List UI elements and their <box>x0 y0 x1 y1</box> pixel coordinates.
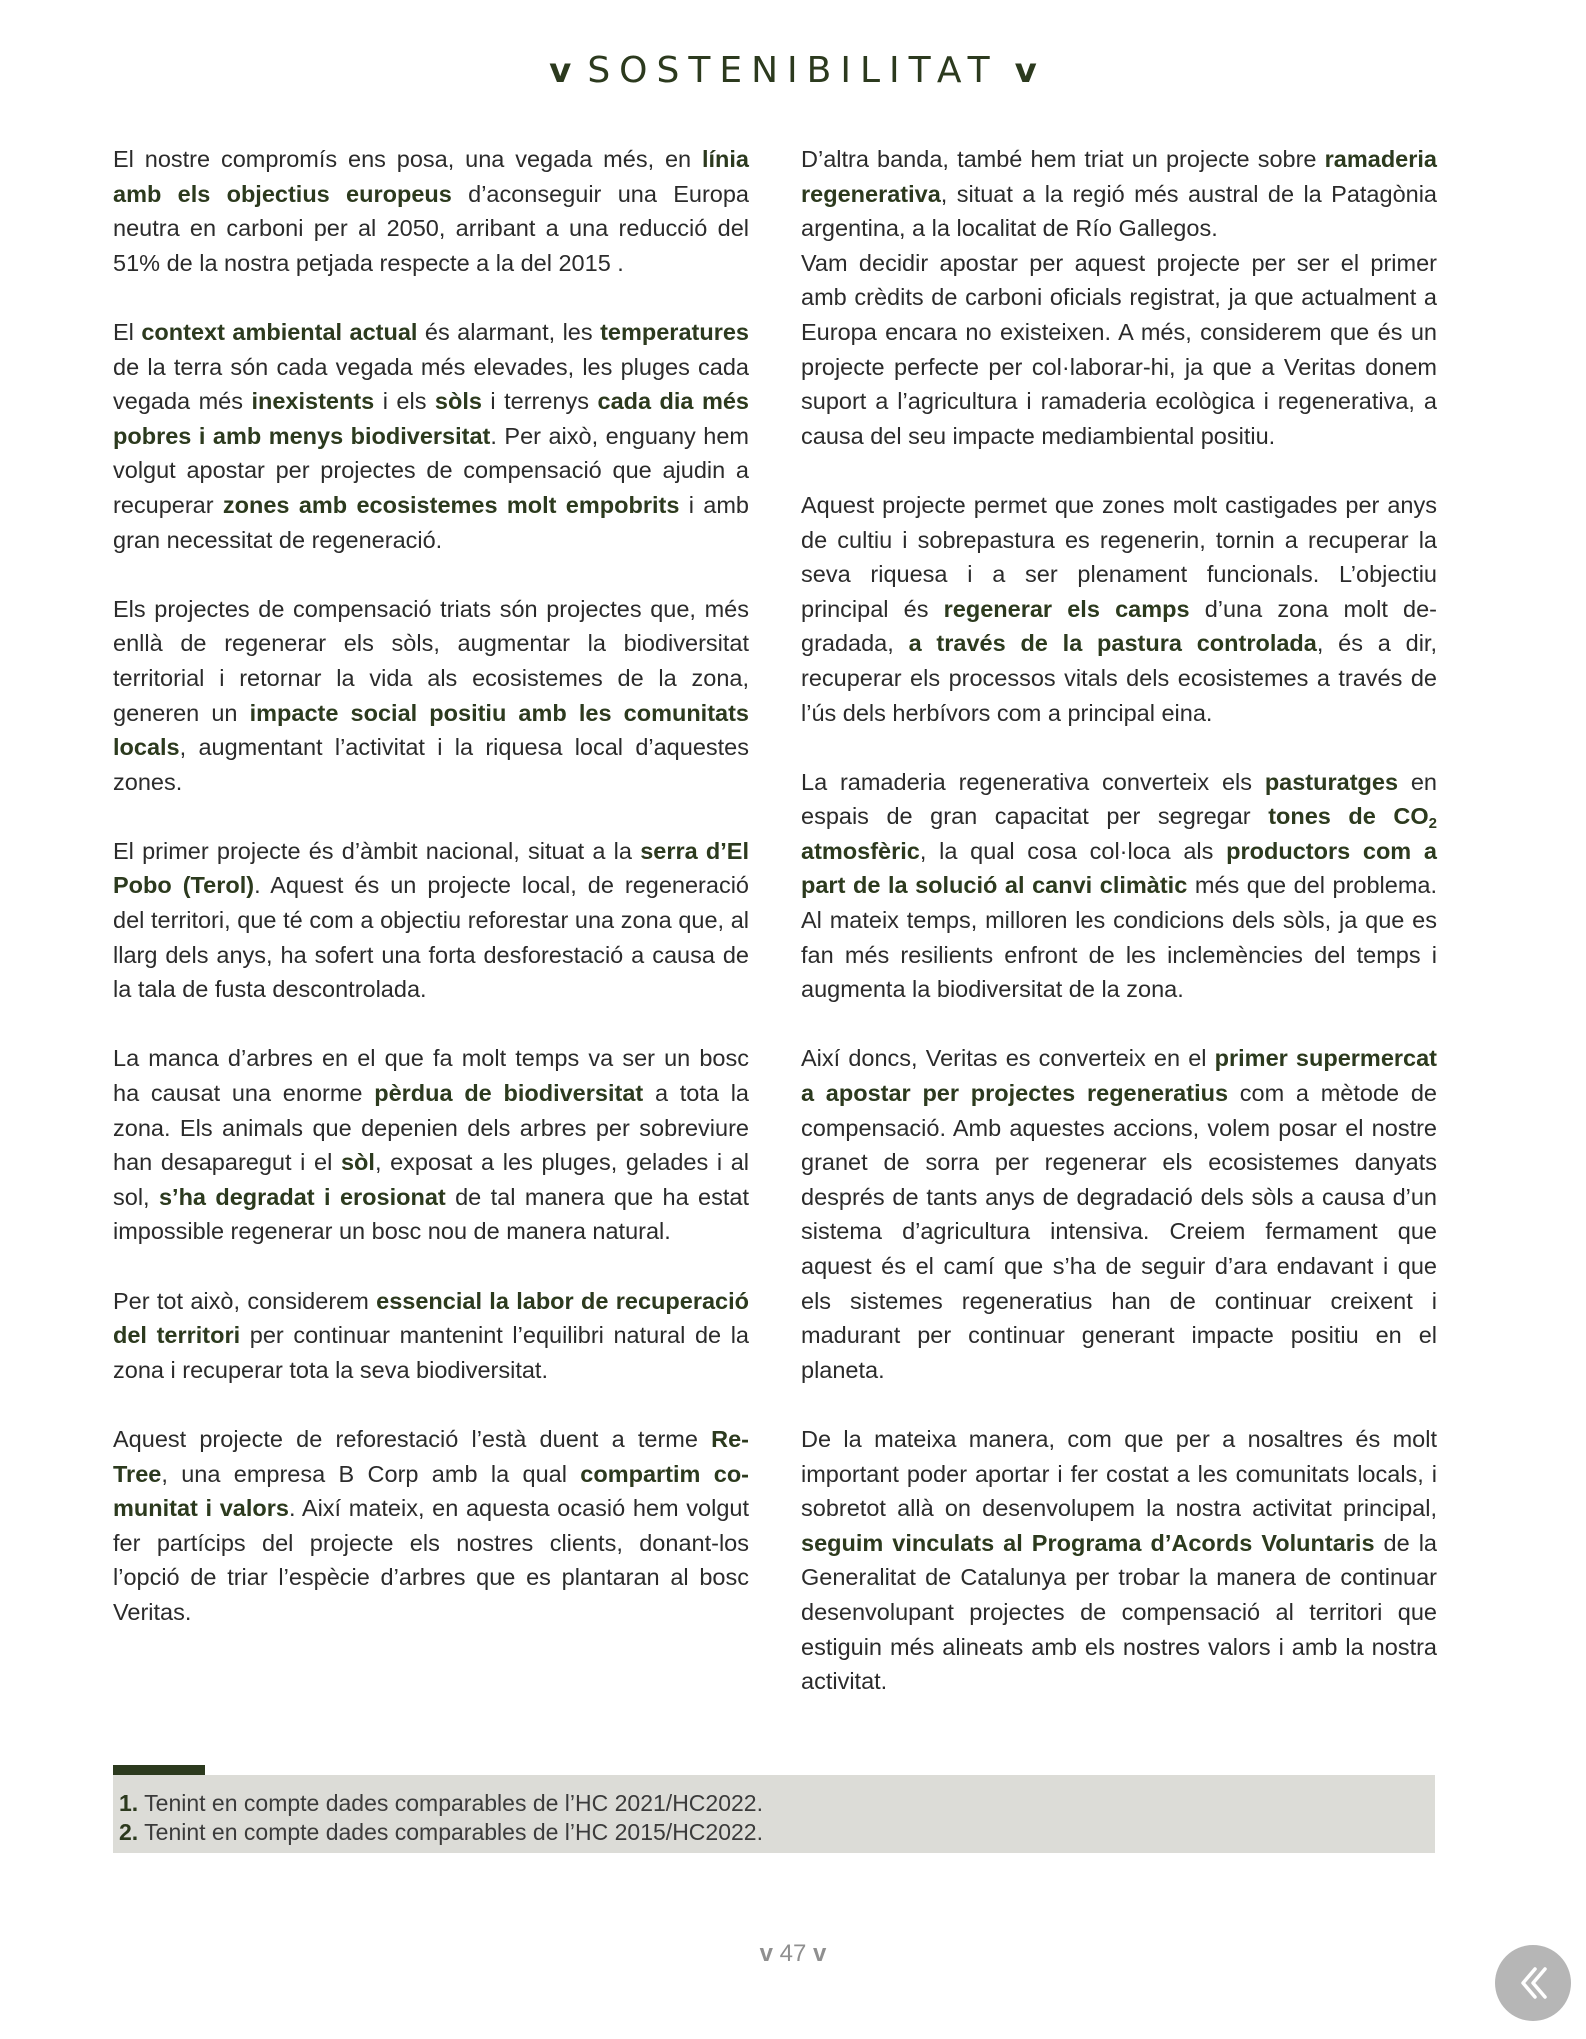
highlight: regenerar els camps <box>943 595 1190 622</box>
page-mark-right: v <box>813 1940 827 1967</box>
page-header <box>0 50 1586 91</box>
text: . Aquest és un projecte local, de regeneració del territori, que té com a objectiu reforestar una zona que, al llarg dels anys, ha sofert una forta desforestació a causa de la tala de fusta descontrolada. <box>113 872 749 1003</box>
text: Així doncs, Veritas es converteix en el <box>801 1045 1215 1072</box>
text: D’altra banda, també hem triat un projecte sobre <box>801 146 1325 172</box>
text: Vam decidir apostar per aquest projecte per ser el primer amb crèdits de carboni oficials registrat, ja que actualment a Europa encara no existeixen. A més, considerem que és un projecte perfecte per col·laborar-hi, ja que a Veritas donem suport a l’agricultura i ramaderia ecològica i regenerativa, a causa del seu impacte mediambiental positiu. <box>801 249 1437 449</box>
text: Aquest projecte permet que zones molt castigades per anys de cultiu i sobrepastura es regenerin, tornin a recuperar la seva riquesa i a ser plenament funcionals. L’objectiu principal és <box>801 491 1437 622</box>
subscript: 2 <box>1428 815 1437 833</box>
text: per continuar mantenint l’equilibri natural de la zona i recuperar tota la seva biodiversitat. <box>113 1322 749 1383</box>
text: . Així mateix, en aquesta ocasió hem volgut fer partícips del projecte els nostres clients, donant-los l’opció de triar l’espècie d’arbres que es plantaran al bosc Veritas. <box>113 1495 749 1625</box>
highlight: cada dia més pobres i amb menys biodiversitat <box>113 388 749 449</box>
text: El <box>113 318 142 345</box>
paragraph <box>801 765 1437 1007</box>
paragraph <box>113 1422 749 1630</box>
page-number-value: 47 <box>779 1940 807 1967</box>
highlight: s’ha degradat i erosionat <box>158 1183 446 1210</box>
highlight: sòls <box>434 388 482 415</box>
text: Els projectes de compensació triats són projectes que, més enllà de regenerar els sòls, augmentar la biodiversitat territorial i retornar la vida als ecosistemes de la zona, generen un <box>113 595 749 726</box>
highlight: context ambiental actual <box>141 318 418 345</box>
text: d’una zona molt degradada, <box>801 595 1437 657</box>
section-title: SOSTENIBILITAT <box>587 50 999 91</box>
text: més que del problema. Al mateix temps, milloren les condicions dels sòls, ja que es fan més resilients enfront de les inclemències del temps i augmenta la biodiversitat de la zona. <box>801 872 1437 1003</box>
right-column <box>801 142 1437 1733</box>
footnote <box>119 1818 1429 1847</box>
page-number <box>0 1940 1586 1968</box>
footnote-number: 1. <box>119 1790 139 1816</box>
brand-mark-right: v <box>1014 51 1037 91</box>
highlight: essencial la labor de recuperació del territori <box>113 1287 749 1349</box>
highlight: impacte social positiu amb les comunitats locals <box>113 699 749 761</box>
highlight: Re-Tree <box>113 1425 749 1487</box>
highlight: tones de CO <box>1268 803 1429 830</box>
text: i els <box>374 388 435 415</box>
highlight: inexistents <box>251 388 375 415</box>
back-button[interactable] <box>1495 1945 1571 2021</box>
text: de tal manera que ha estat impossible regenerar un bosc nou de manera natural. <box>113 1183 750 1245</box>
double-chevron-left-icon <box>1513 1963 1553 2003</box>
text: , exposat a les pluges, gelades i al sol, <box>113 1149 750 1210</box>
text: és alarmant, les <box>417 318 601 345</box>
text: d’aconseguir una Europa neutra en carboni per al 2050, arribant a una reducció del 51% de la nostra petjada respecte a la del 2015 . <box>113 180 749 276</box>
text: en espais de gran capacitat per segregar <box>801 768 1437 830</box>
text: La ramaderia regenerativa converteix els <box>801 768 1265 795</box>
paragraph <box>113 1041 749 1249</box>
highlight: compartim comunitat i valors <box>113 1460 749 1522</box>
paragraph <box>801 488 1437 730</box>
text: El nostre compromís ens posa, una vegada més, en <box>113 146 702 172</box>
paragraph <box>113 1284 749 1388</box>
text: de la Generalitat de Catalunya per trobar la manera de continuar desenvolupant projectes de compensació al territori que estiguin més alineats amb els nostres valors i amb la nostra activitat. <box>801 1529 1437 1695</box>
page-mark-left: v <box>759 1940 773 1967</box>
footnote-text: Tenint en compte dades comparables de l’HC 2021/HC2022. <box>138 1790 763 1816</box>
text: , la qual cosa col·loca als <box>919 837 1227 864</box>
highlight: serra d’El Pobo (Terol) <box>113 837 749 899</box>
highlight: a través de la pastura controlada <box>908 630 1317 657</box>
paragraph <box>113 834 749 1007</box>
highlight: primer supermercat a apostar per projectes regeneratius <box>801 1045 1437 1107</box>
text: . Per això, enguany hem volgut apostar per projectes de compensació que ajudin a recuperar <box>113 422 749 518</box>
highlight: seguim vinculats al Programa d’Acords Voluntaris <box>801 1529 1375 1556</box>
paragraph <box>801 1041 1437 1387</box>
text: com a mètode de compensació. Amb aquestes accions, volem posar el nostre granet de sorra per regenerar els ecosistemes danyats després de tants anys de degradació dels sòls a causa d’un sistema d’agricultura intensiva. Creiem fermament que aquest és el camí que s’ha de seguir d’ara endavant i que els sistemes regeneratius han de continuar creixent i madurant per continuar generant impacte positiu en el planeta. <box>801 1080 1437 1383</box>
text: , augmentant l’activitat i la riquesa local d’aquestes zones. <box>113 734 749 795</box>
text: Aquest projecte de reforestació l’està duent a terme <box>113 1425 712 1452</box>
text: La manca d’arbres en el que fa molt temps va ser un bosc ha causat una enorme <box>113 1045 749 1107</box>
text: i amb gran necessitat de regeneració. <box>113 491 749 553</box>
highlight: temperatures <box>600 318 749 345</box>
footnote-number: 2. <box>119 1819 139 1845</box>
highlight: sòl <box>340 1149 375 1176</box>
paragraph <box>113 142 749 280</box>
brand-mark-left: v <box>549 51 572 91</box>
paragraph <box>113 592 749 800</box>
left-column <box>113 142 749 1664</box>
text: a tota la zona. Els animals que depenien dels arbres per sobreviure han desaparegut i el <box>113 1080 749 1176</box>
text: El primer projecte és d’àmbit nacional, situat a la <box>113 837 641 864</box>
highlight: pèrdua de biodiversitat <box>374 1080 644 1107</box>
text: de la terra són cada vegada més elevades, les pluges cada vegada més <box>113 353 749 415</box>
highlight: pasturatges <box>1264 768 1399 795</box>
paragraph <box>113 315 749 557</box>
highlight: zones amb ecosistemes molt empobrits <box>222 491 680 518</box>
highlight: productors com a part de la solució al canvi climàtic <box>801 837 1437 899</box>
text: Per tot això, considerem <box>113 1287 377 1314</box>
footnote-accent-bar <box>113 1765 205 1775</box>
text: De la mateixa manera, com que per a nosaltres és molt important poder aportar i fer costat a les comunitats locals, i sobretot allà on desenvolupem la nostra activitat principal, <box>801 1425 1437 1522</box>
text: i terrenys <box>481 388 598 415</box>
footnote <box>119 1789 1429 1818</box>
footnote-text: Tenint en compte dades comparables de l’HC 2015/HC2022. <box>138 1819 763 1845</box>
highlight: línia amb els objectius europeus <box>113 146 749 207</box>
text: , és a dir, recuperar els processos vitals dels ecosistemes a través de l’ús dels herbívors com a principal eina. <box>801 630 1437 726</box>
paragraph <box>801 142 1437 453</box>
highlight: ramaderia regenerativa <box>801 146 1437 207</box>
text: , situat a la regió més austral de la Patagònia argentina, a la localitat de Río Gallegos. <box>801 180 1437 242</box>
highlight: atmosfèric <box>801 837 920 864</box>
paragraph <box>801 1422 1437 1699</box>
text: , una empresa B Corp amb la qual <box>161 1460 581 1487</box>
footnotes <box>113 1775 1435 1853</box>
